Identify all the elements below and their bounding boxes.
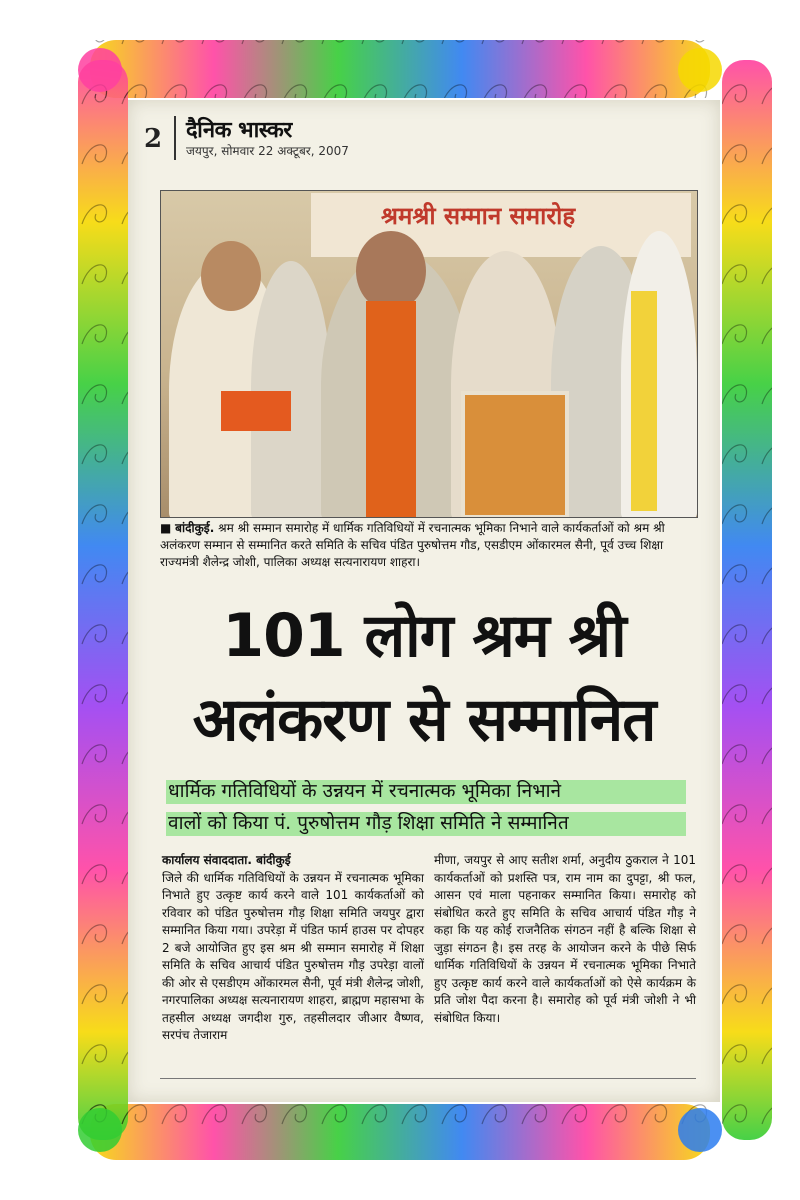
article-column-1-text: जिले की धार्मिक गतिविधियों के उन्नयन में रचनात्मक भूमिका निभाते हुए उत्कृष्ट कार्य करने वाले 101 कार्यकर्ताओं को रविवार को पंडित पुरुषोत्तम गौड़ शिक्षा समिति जयपुर द्वारा सम्मानित किया गया। उपरेड़ा में पंडित फार्म हाउस पर दोपहर 2 बजे आयोजित हुए इस श्रम श्री सम्मान समारोह में शिक्षा समिति के सचिव आचार्य पंडित पुरुषोत्तम गौड़ उपरेड़ा वालों की ओर से एसडीएम ओंकारमल सैनी, पूर्व मंत्री शैलेन्द्र जोशी, नगरपालिका अध्यक्ष सत्यनारायण शाहरा, ब्राह्मण महासभा के तहसील अध्यक्ष जगदीश गुरु, तहसीलदार जीआर वैष्णव, सरपंच तेजाराम bbox=[162, 870, 424, 1042]
saffron-stole bbox=[366, 301, 416, 518]
person-figure bbox=[356, 231, 426, 311]
news-photo bbox=[160, 190, 698, 518]
caption-location: बांदीकुई. bbox=[175, 521, 215, 535]
saffron-cloth bbox=[221, 391, 291, 431]
header-divider bbox=[174, 116, 176, 160]
caption-text: श्रम श्री सम्मान समारोह में धार्मिक गतिविधियों में रचनात्मक भूमिका निभाने वाले कार्यकर्ताओं को श्रम श्री अलंकरण सम्मान से सम्मानित करते समिति के सचिव पंडित पुरुषोत्तम गौड, एसडीएम ओंकारमल सैनी, पूर्व उच्च शिक्षा राज्यमंत्री शैलेन्द्र जोशी, पालिका अध्यक्ष सत्यनारायण शाहरा। bbox=[160, 521, 665, 569]
article-byline: कार्यालय संवाददाता. बांदीकुई bbox=[162, 853, 291, 867]
page-number: 2 bbox=[144, 124, 163, 154]
article-column-1 bbox=[162, 852, 424, 1045]
photo-caption bbox=[160, 520, 696, 571]
subhead-line-1: धार्मिक गतिविधियों के उन्नयन में रचनात्मक भूमिका निभाने bbox=[168, 780, 562, 802]
person-figure bbox=[251, 261, 331, 518]
article-column-2 bbox=[434, 852, 696, 1027]
caption-bullet: ■ bbox=[160, 521, 176, 535]
headline-line-2: अलंकरण से सम्मानित bbox=[192, 685, 656, 755]
newspaper-masthead: दैनिक भास्कर bbox=[186, 117, 292, 143]
photo-banner-text: श्रमश्री सम्मान समारोह bbox=[381, 202, 576, 230]
bottom-divider bbox=[160, 1078, 696, 1079]
framed-picture bbox=[461, 391, 569, 518]
dateline: जयपुर, सोमवार 22 अक्टूबर, 2007 bbox=[186, 144, 349, 158]
subhead-line-2: वालों को किया पं. पुरुषोत्तम गौड़ शिक्षा समिति ने सम्मानित bbox=[168, 812, 569, 834]
newspaper-clipping bbox=[128, 100, 720, 1102]
article-column-2-text: मीणा, जयपुर से आए सतीश शर्मा, अनुदीय ठुकराल ने 101 कार्यकर्ताओं को प्रशस्ति पत्र, राम नाम का दुपट्टा, श्री फल, आसन एवं माला पहनाकर सम्मानित किया। समारोह को संबोधित करते हुए समिति के सचिव आचार्य पंडित गौड़ ने कहा कि यह कोई राजनैतिक संगठन नहीं है बल्कि शिक्षा से जुड़ा संगठन है। इस तरह के आयोजन करने के पीछे सिर्फ धार्मिक गतिविधियों के उन्नयन में रचनात्मक भूमिका निभाते हुए उत्कृष्ट कार्य करने वाले कार्यकर्ताओं को ऐसे कार्यक्रम के प्रति जोश पैदा करना है। समारोह को पूर्व मंत्री जोशी ने भी संबोधित किया। bbox=[434, 853, 696, 1025]
yellow-stole bbox=[631, 291, 657, 511]
headline-line-1: 101 लोग श्रम श्री bbox=[222, 601, 626, 671]
person-figure bbox=[201, 241, 261, 311]
